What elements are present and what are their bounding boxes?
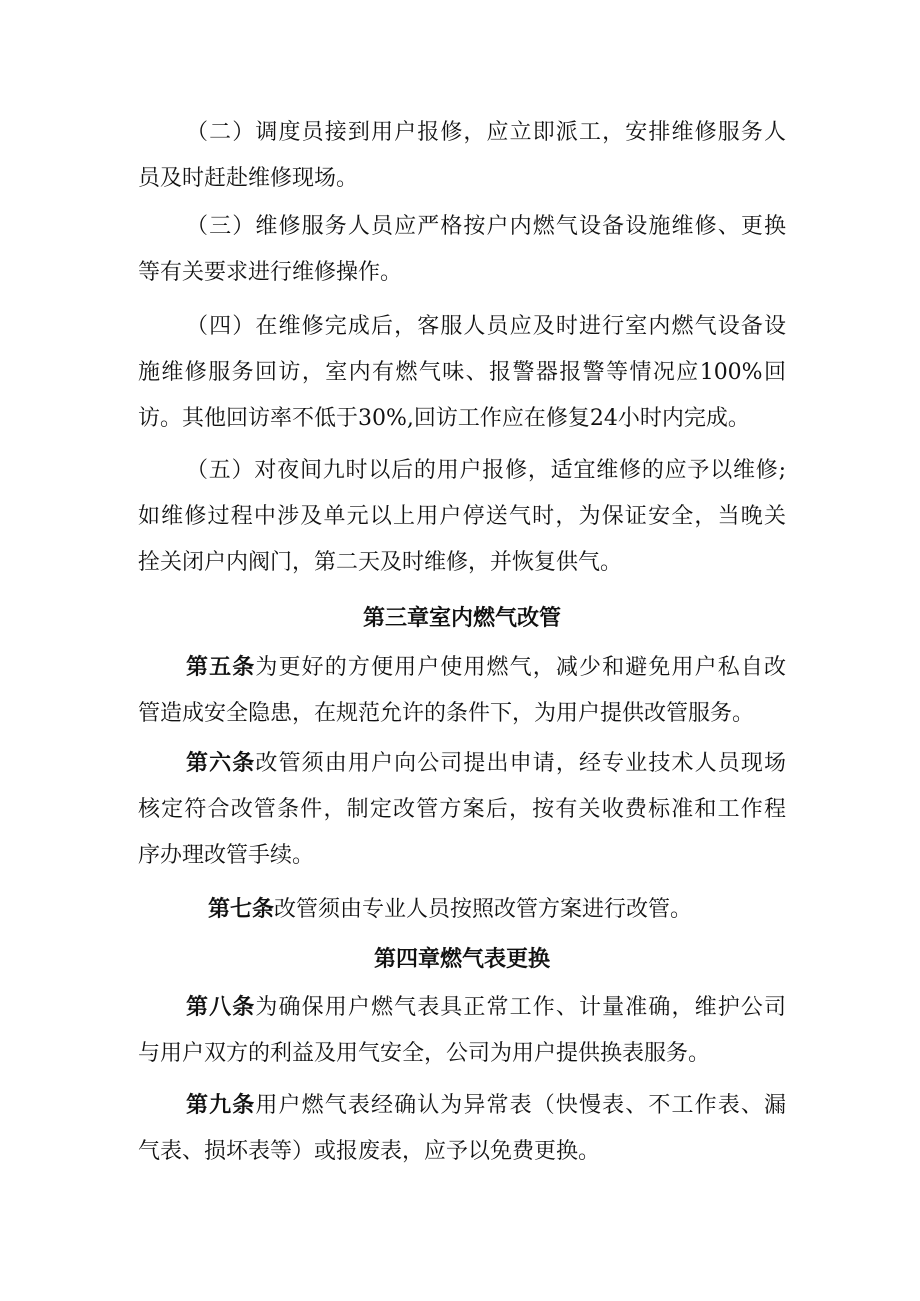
article-label: 第七条 — [208, 896, 275, 922]
text-line — [138, 740, 786, 787]
paragraph-item-3 — [138, 204, 786, 296]
text-line: 施维修服务回访，室内有燃气味、报警器报警等情况应100%回 — [138, 360, 786, 385]
article-9 — [138, 1082, 786, 1175]
article-text: 改管须由用户向公司提出申请，经专业技术人员现场 — [255, 751, 786, 776]
paragraph-item-4 — [138, 304, 786, 442]
text-line: （三）维修服务人员应严格按户内燃气设备设施维修、更换 — [186, 214, 786, 239]
text-line: （四）在维修完成后，客服人员应及时进行室内燃气设备设 — [186, 314, 786, 339]
text-line — [138, 984, 786, 1031]
article-label: 第五条 — [186, 654, 256, 680]
article-7 — [138, 886, 786, 933]
text-line: 与用户双方的利益及用气安全，公司为用户提供换表服务。 — [138, 1041, 711, 1066]
article-text: 改管须由专业人员按照改管方案进行改管。 — [274, 897, 693, 922]
chapter-4-title: 第四章燃气表更换 — [373, 946, 550, 972]
article-5 — [138, 644, 786, 737]
text-line: （二）调度员接到用户报修，应立即派工，安排维修服务人 — [186, 120, 786, 145]
text-line: 管造成安全隐患，在规范允许的条件下，为用户提供改管服务。 — [138, 701, 755, 726]
text-line — [138, 1082, 786, 1129]
text-line: （五）对夜间九时以后的用户报修，适宜维修的应予以维修; — [186, 458, 786, 483]
text-line: 序办理改管手续。 — [138, 843, 315, 868]
article-label: 第八条 — [186, 994, 256, 1020]
text-line — [138, 886, 786, 933]
article-6 — [138, 740, 786, 879]
chapter-3-title: 第三章室内燃气改管 — [362, 605, 561, 631]
text-line: 访。其他回访率不低于30%,回访工作应在修复24小时内完成。 — [138, 406, 750, 431]
article-text: 为确保用户燃气表具正常工作、计量准确，维护公司 — [255, 995, 786, 1020]
text-line: 员及时赶赴维修现场。 — [138, 166, 359, 191]
article-text: 为更好的方便用户使用燃气，减少和避免用户私自改 — [255, 655, 786, 680]
text-line: 气表、损坏表等）或报废表，应予以免费更换。 — [138, 1139, 601, 1164]
text-line: 拴关闭户内阀门，第二天及时维修，并恢复供气。 — [138, 550, 623, 575]
text-line — [138, 644, 786, 691]
paragraph-item-2 — [138, 110, 786, 202]
text-line: 核定符合改管条件，制定改管方案后，按有关收费标准和工作程 — [138, 797, 786, 822]
paragraph-item-5 — [138, 448, 786, 586]
article-text: 用户燃气表经确认为异常表（快慢表、不工作表、漏 — [255, 1093, 786, 1118]
article-label: 第九条 — [186, 1092, 256, 1118]
article-8 — [138, 984, 786, 1077]
text-line: 如维修过程中涉及单元以上用户停送气时，为保证安全，当晚关 — [138, 504, 786, 529]
text-line: 等有关要求进行维修操作。 — [138, 260, 403, 285]
article-label: 第六条 — [186, 750, 256, 776]
